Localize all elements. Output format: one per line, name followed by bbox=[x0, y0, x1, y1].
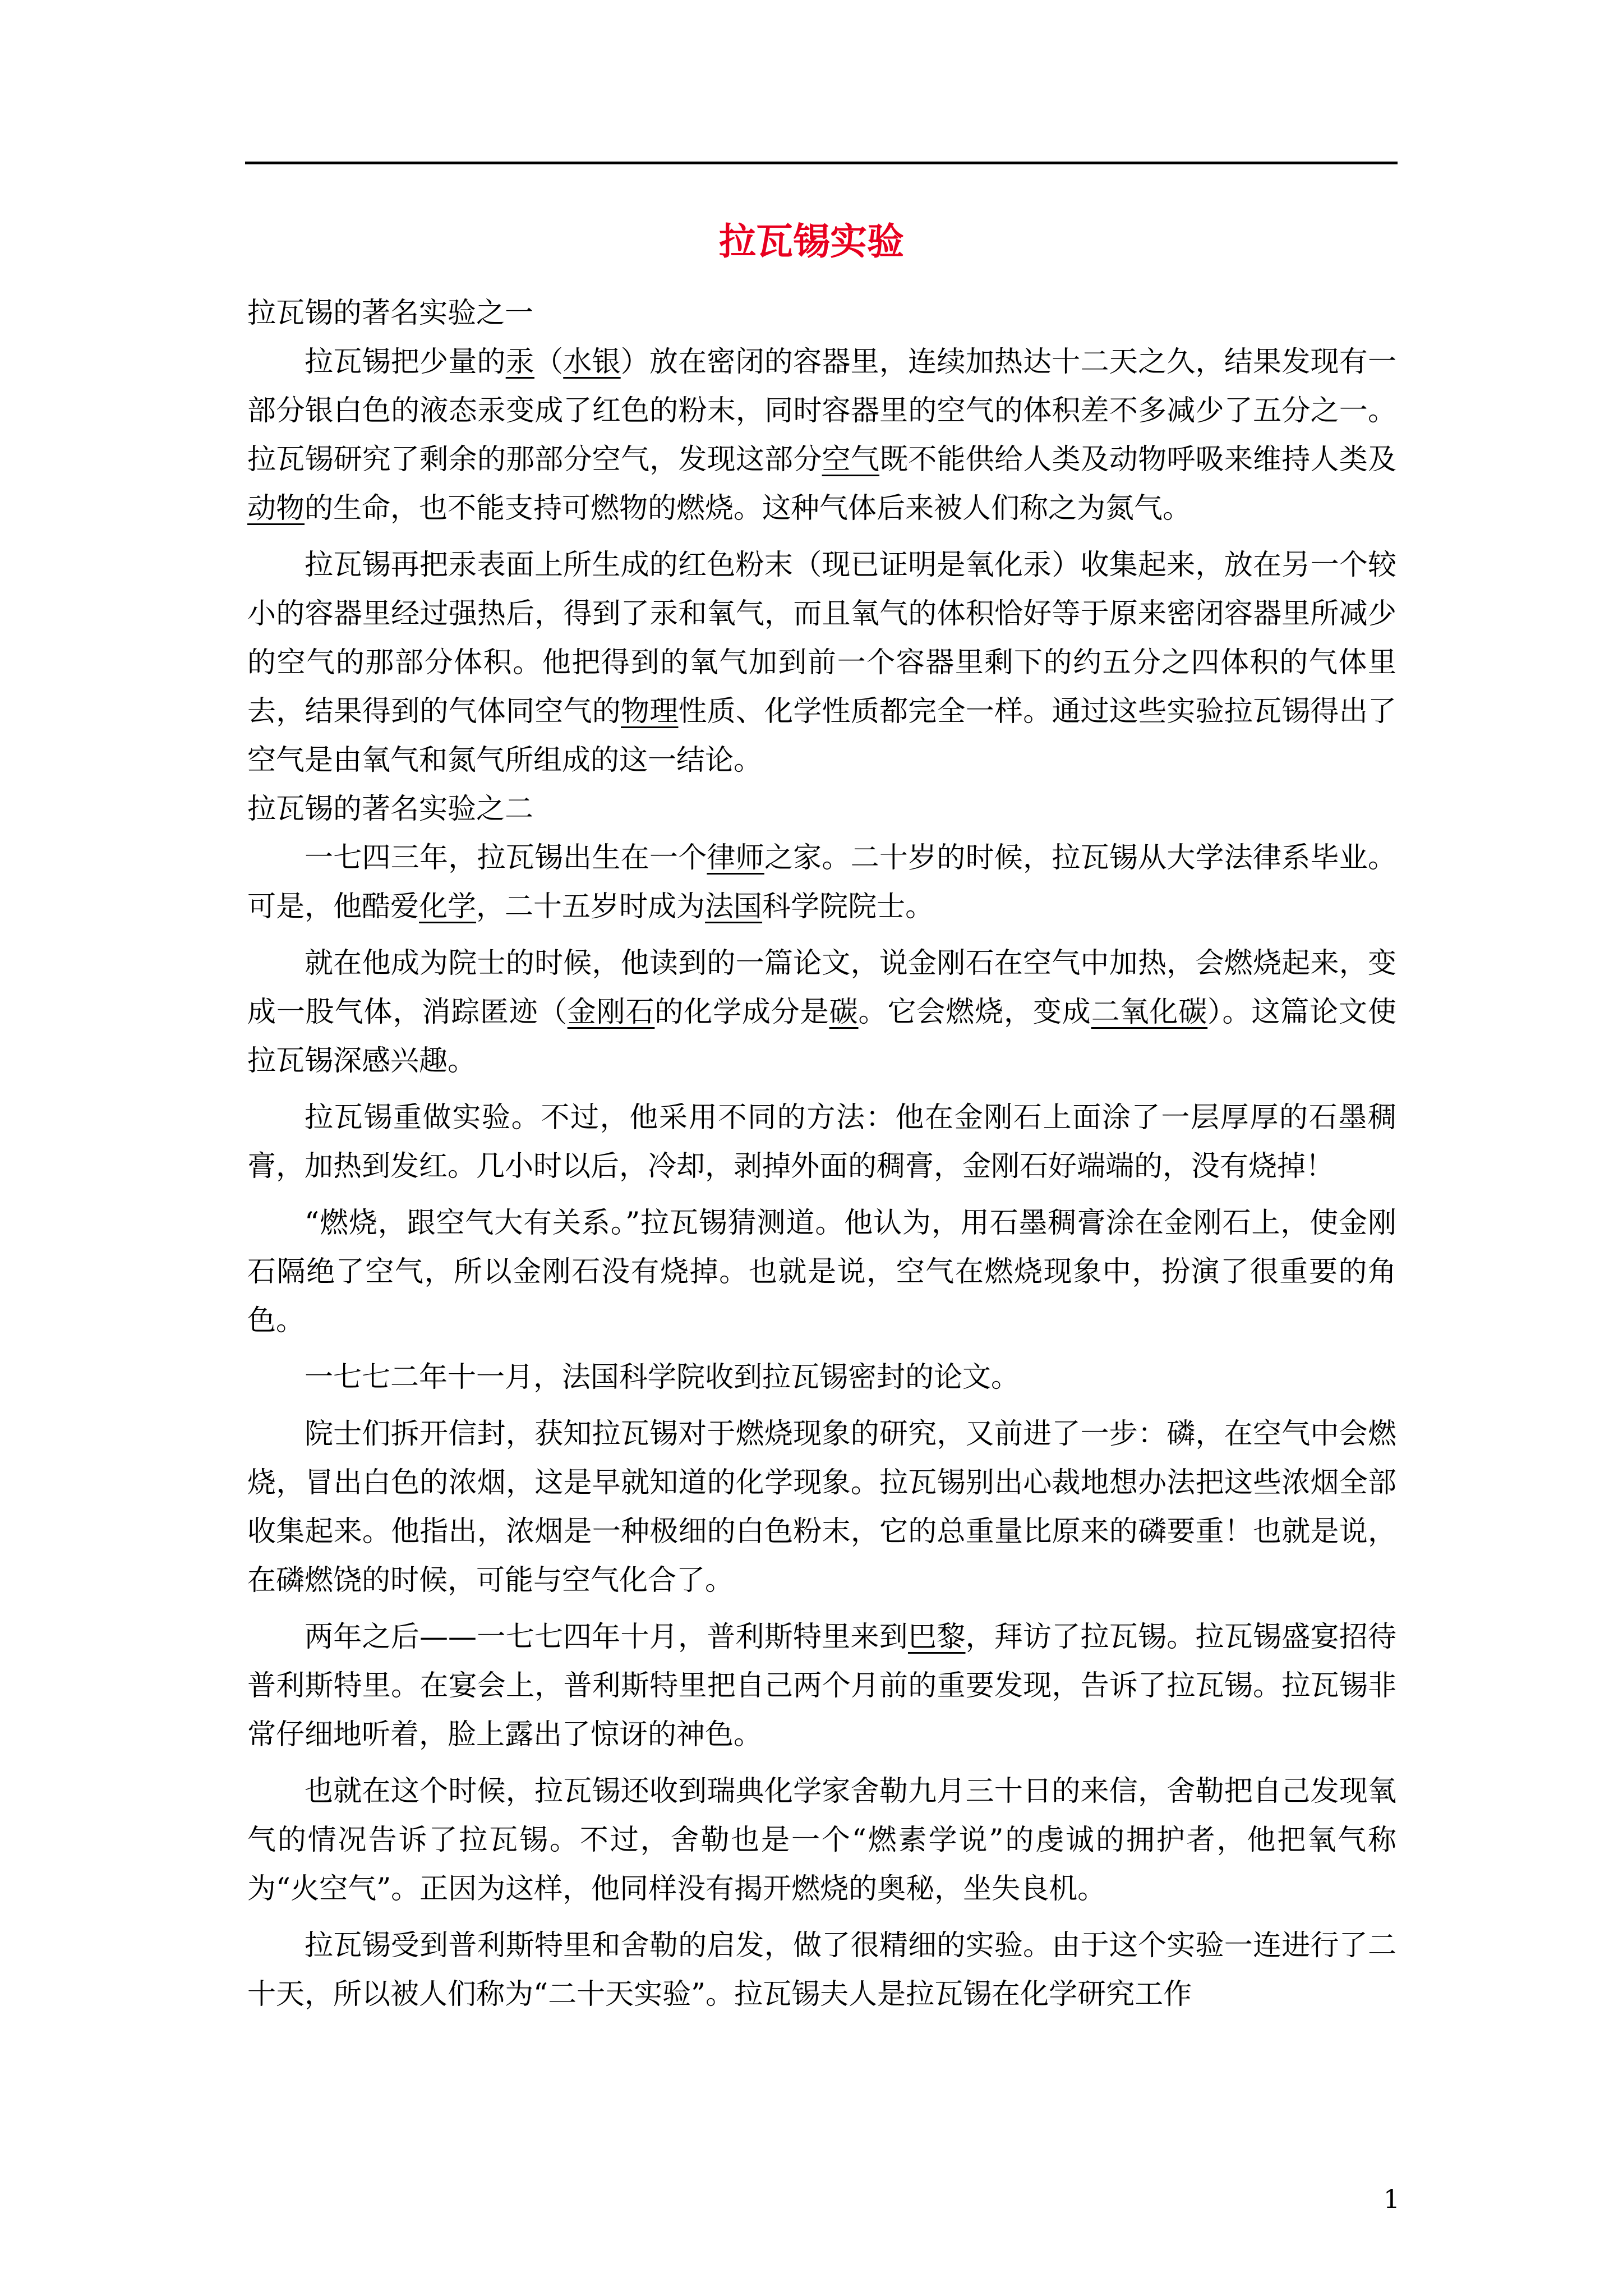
body-paragraph bbox=[247, 1921, 1396, 2019]
body-paragraph bbox=[247, 834, 1396, 931]
text-run: 拉瓦锡的著名实验之一 bbox=[247, 297, 534, 330]
body-paragraph bbox=[247, 1199, 1396, 1345]
text-run: 既不能供给人类及动物呼吸来维持人类及 bbox=[879, 443, 1396, 476]
text-run: （ bbox=[534, 346, 564, 379]
body-paragraph bbox=[247, 1410, 1396, 1605]
text-run: ）。这篇论文使拉瓦锡深感兴趣。 bbox=[247, 996, 1396, 1078]
text-run: 就在他成为院士的时候，他读到的一篇论文，说金刚石在空气中加热，会燃烧起来，变成一股气体，消踪匿迹（ bbox=[247, 947, 1396, 1029]
text-run: 也就在这个时候，拉瓦锡还收到瑞典化学家舍勒九月三十日的来信，舍勒把自己发现氧气的情况告诉了拉瓦锡。不过，舍勒也是一个“燃素学说”的虔诚的拥护者，他把氧气称为“火空气”。正因为这样，他同样没有揭开燃烧的奥秘，坐失良机。 bbox=[247, 1775, 1396, 1906]
text-run: 拉瓦锡受到普利斯特里和舍勒的启发，做了很精细的实验。由于这个实验一连进行了二十天，所以被人们称为“二十天实验”。拉瓦锡夫人是拉瓦锡在化学研究工作 bbox=[247, 1929, 1396, 2011]
text-run: 之家。二十岁的时候，拉瓦锡从大学法律系毕业。可是，他酷爱 bbox=[247, 841, 1396, 923]
text-run: 的生命，也不能支持可燃物的燃烧。这种气体后来被人们称之为氮气。 bbox=[305, 492, 1192, 525]
underlined-term: 空气 bbox=[822, 443, 880, 476]
section-heading bbox=[247, 289, 1396, 338]
document-title: 拉瓦锡实验 bbox=[719, 219, 904, 263]
document-body bbox=[247, 289, 1396, 2019]
underlined-term: 水银 bbox=[563, 346, 621, 379]
text-run: 一七七二年十一月，法国科学院收到拉瓦锡密封的论文。 bbox=[305, 1361, 1020, 1394]
underlined-term: 动物 bbox=[247, 492, 305, 525]
body-paragraph bbox=[247, 1353, 1396, 1402]
page-number: 1 bbox=[1383, 2184, 1400, 2214]
header-rule bbox=[245, 162, 1398, 164]
text-run: ，拜访了拉瓦锡。拉瓦锡盛宴招待普利斯特里。在宴会上，普利斯特里把自己两个月前的重要发现，告诉了拉瓦锡。拉瓦锡非常仔细地听着，脸上露出了惊讶的神色。 bbox=[247, 1621, 1396, 1751]
text-run: 科学院院士。 bbox=[762, 890, 934, 923]
body-paragraph bbox=[247, 338, 1396, 533]
body-paragraph bbox=[247, 1613, 1396, 1759]
text-run: 院士们拆开信封，获知拉瓦锡对于燃烧现象的研究，又前进了一步：磷，在空气中会燃烧，冒出白色的浓烟，这是早就知道的化学现象。拉瓦锡别出心裁地想办法把这些浓烟全部收集起来。他指出，浓烟是一种极细的白色粉末，它的总重量比原来的磷要重！也就是说，在磷燃饶的时候，可能与空气化合了。 bbox=[247, 1418, 1396, 1597]
underlined-term: 碳 bbox=[829, 996, 859, 1029]
underlined-term: 汞 bbox=[505, 346, 534, 379]
text-run: 。它会燃烧，变成 bbox=[858, 996, 1091, 1029]
text-run: 的化学成分是 bbox=[654, 996, 829, 1029]
text-run: ，二十五岁时成为 bbox=[476, 890, 706, 923]
text-run: 拉瓦锡重做实验。不过，他采用不同的方法：他在金刚石上面涂了一层厚厚的石墨稠膏，加热到发红。几小时以后，冷却，剥掉外面的稠膏，金刚石好端端的，没有烧掉！ bbox=[247, 1101, 1396, 1183]
body-paragraph bbox=[247, 541, 1396, 785]
underlined-term: 律师 bbox=[707, 841, 764, 875]
text-run: 拉瓦锡的著名实验之二 bbox=[247, 793, 534, 826]
underlined-term: 法国 bbox=[705, 890, 763, 923]
body-paragraph bbox=[247, 1767, 1396, 1913]
section-heading bbox=[247, 785, 1396, 834]
text-run: 一七四三年，拉瓦锡出生在一个 bbox=[305, 841, 707, 875]
text-run: 拉瓦锡再把汞表面上所生成的红色粉末（现已证明是氧化汞）收集起来，放在另一个较小的容器里经过强热后，得到了汞和氧气，而且氧气的体积恰好等于原来密闭容器里所减少的空气的那部分体积。他把得到的氧气加到前一个容器里剩下的约五分之四体积的气体里去，结果得到的气体同空气的 bbox=[247, 549, 1396, 728]
body-paragraph bbox=[247, 939, 1396, 1085]
underlined-term: 金刚石 bbox=[567, 996, 655, 1029]
text-run: 拉瓦锡把少量的 bbox=[305, 346, 506, 379]
underlined-term: 巴黎 bbox=[907, 1621, 966, 1654]
underlined-term: 化学 bbox=[419, 890, 477, 923]
text-run: “燃烧，跟空气大有关系。”拉瓦锡猜测道。他认为，用石墨稠膏涂在金刚石上，使金刚石隔绝了空气，所以金刚石没有烧掉。也就是说，空气在燃烧现象中，扮演了很重要的角色。 bbox=[247, 1207, 1396, 1337]
text-run: ）放在密闭的容器里，连续加热达十二天之久，结果发现有一部分银白色的液态汞变成了红色的粉末，同时容器里的空气的体积差不多减少了五分之一。拉瓦锡研究了剩余的那部分空气，发现这部分 bbox=[247, 346, 1396, 476]
body-paragraph bbox=[247, 1093, 1396, 1191]
underlined-term: 二氧化碳 bbox=[1091, 996, 1208, 1029]
text-run: 性质、化学性质都完全一样。通过这些实验拉瓦锡得出了空气是由氧气和氮气所组成的这一结论。 bbox=[247, 695, 1396, 777]
text-run: 两年之后——一七七四年十月，普利斯特里来到 bbox=[305, 1621, 908, 1654]
underlined-term: 物理 bbox=[621, 695, 679, 728]
